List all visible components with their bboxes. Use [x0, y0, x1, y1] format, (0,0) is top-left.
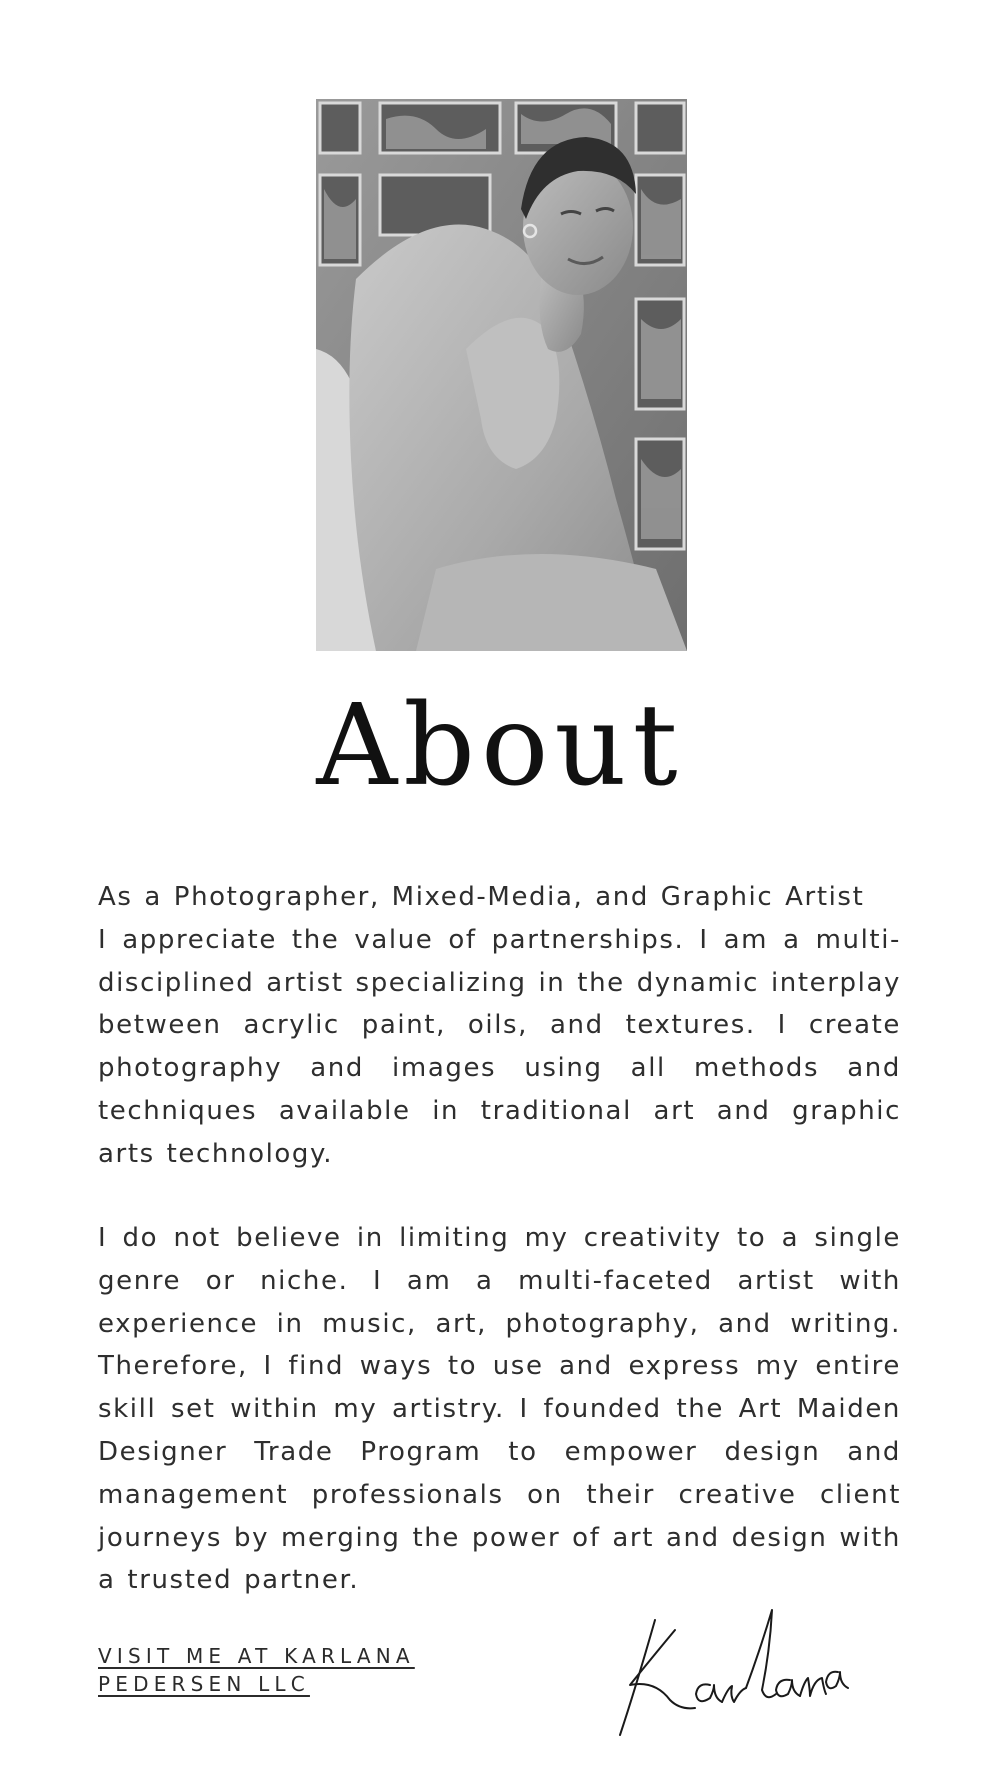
bio-line: photography and images using all methods and [98, 1053, 901, 1084]
bio-line: I do not believe in limiting my creativity to a single [98, 1223, 901, 1253]
bio-paragraph-1 [98, 876, 901, 1176]
visit-link-line-2: PEDERSEN LLC [98, 1672, 310, 1696]
bio-line: disciplined artist specializing in the dynamic interplay [98, 967, 901, 998]
bio-line: As a Photographer, Mixed-Media, and Graphic Artist [98, 882, 865, 912]
bio-line: between acrylic paint, oils, and textures. I create [98, 1010, 901, 1041]
bio-line: Designer Trade Program to empower design and [98, 1436, 901, 1467]
signature-graphic [600, 1590, 850, 1740]
bio-line: techniques available in traditional art and graphic [98, 1095, 901, 1126]
bio-line: genre or niche. I am a multi-faceted artist with [98, 1265, 901, 1296]
page-title: About [316, 681, 684, 811]
bio-paragraph-2 [98, 1217, 901, 1602]
bio-line: a trusted partner. [98, 1565, 360, 1596]
visit-karlana-pedersen-link[interactable] [98, 1642, 428, 1698]
bio-line: journeys by merging the power of art and design with [98, 1522, 901, 1553]
bio-line: management professionals on their creative client [98, 1479, 901, 1510]
bio-line: experience in music, art, photography, and writing. [98, 1308, 901, 1339]
handwritten-signature [600, 1590, 850, 1740]
bio-line: I appreciate the value of partnerships. I am a multi- [98, 924, 901, 955]
artist-portrait-photo [316, 99, 687, 651]
bio-line: arts technology. [98, 1138, 334, 1169]
bio-line: skill set within my artistry. I founded the Art Maiden [98, 1394, 901, 1425]
bio-line: Therefore, I find ways to use and express my entire [98, 1351, 901, 1382]
portrait-image [316, 99, 687, 651]
visit-link-line-1: VISIT ME AT KARLANA [98, 1644, 415, 1668]
